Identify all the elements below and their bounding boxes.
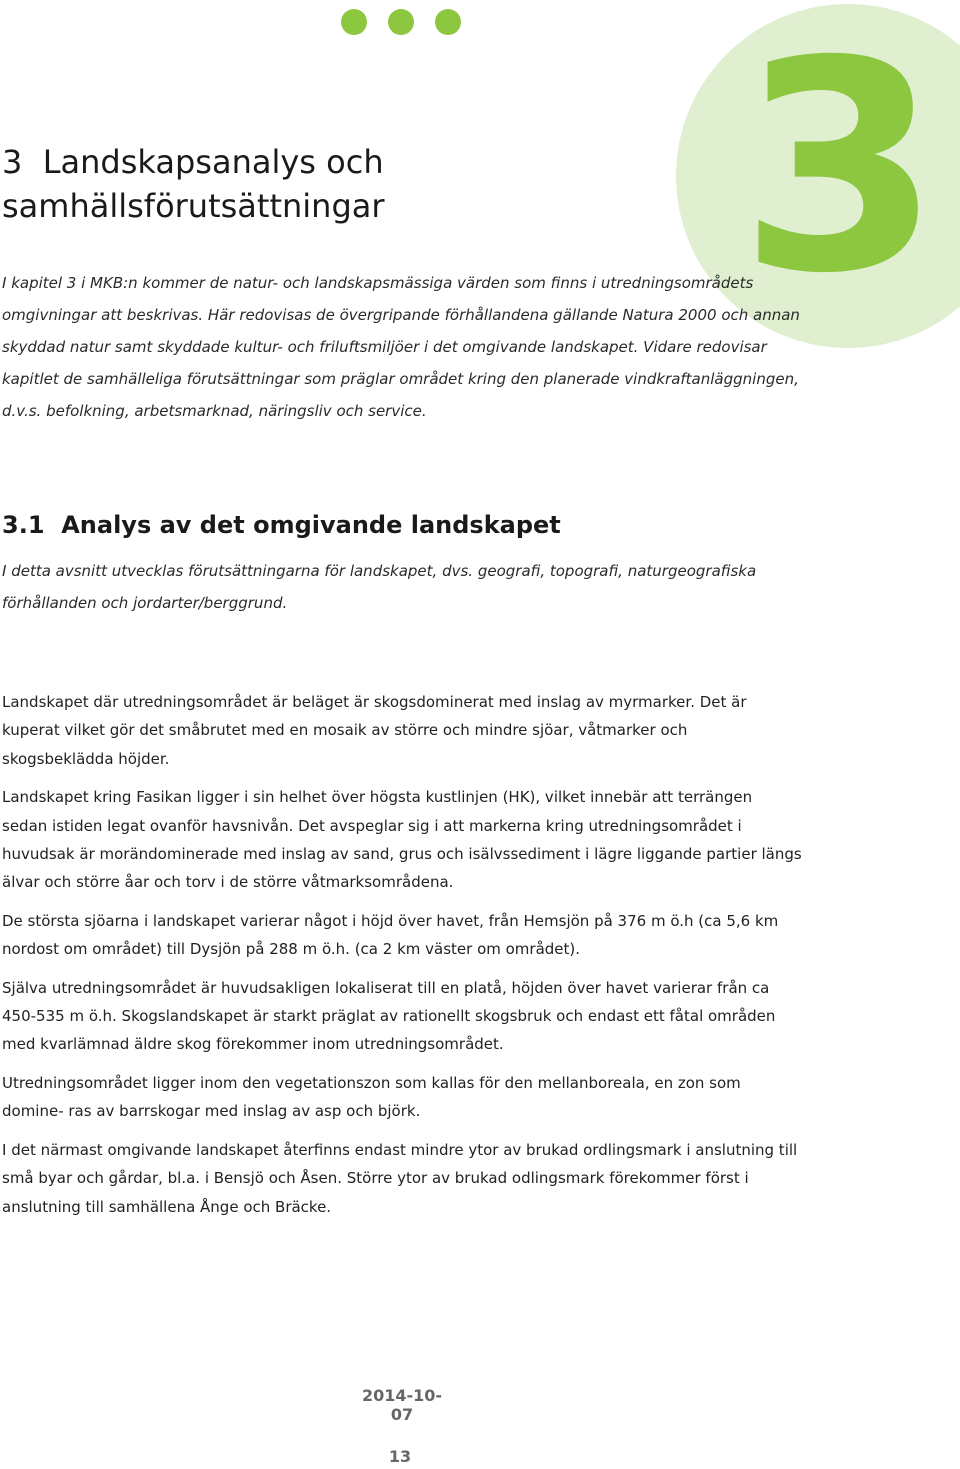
document-date: 2014-10-07 — [361, 1386, 443, 1424]
chapter-title-line-1: 3 Landskapsanalys och — [2, 143, 384, 181]
chapter-number-graphic: 3 — [739, 0, 935, 337]
chapter-title-line-2: samhällsförutsättningar — [2, 187, 385, 225]
decorative-dot-2 — [388, 9, 414, 35]
page-number: 13 — [388, 1447, 412, 1466]
body-paragraph-5: Utredningsområdet ligger inom den vegetationszon som kallas för den mellanboreala, en zon som domine- ras av barrskogar med inslag av asp och björk. — [2, 1073, 741, 1121]
chapter-intro: I kapitel 3 i MKB:n kommer de natur- och landskapsmässiga värden som finns i utredningsområdets omgivningar att beskrivas. Här redovisas de övergripande förhållandena gällande Natura 2000 och annan skyddad natur samt skyddade kultur- och friluftsmiljöer i det omgivande landskapet. Vidare redovisar kapitlet de samhälleliga förutsättningar som präglar området kring den planerade vindkraftanläggningen, d.v.s. befolkning, arbetsmarknad, näringsliv och service. — [2, 274, 800, 420]
body-paragraph-4: Själva utredningsområdet är huvudsakligen lokaliserat till en platå, höjden över havet varierar från ca 450-535 m ö.h. Skogslandskapet är starkt präglat av rationellt skogsbruk och endast ett fåtal områden med kvarlämnad äldre skog förekommer inom utredningsområdet. — [2, 978, 776, 1054]
decorative-dot-1 — [341, 9, 367, 35]
body-paragraph-6: I det närmast omgivande landskapet återfinns endast mindre ytor av brukad ordlingsmark i anslutning till små byar och gårdar, bl.a. i Bensjö och Åsen. Större ytor av brukad odlingsmark förekommer först i anslutning till samhällena Ånge och Bräcke. — [2, 1140, 798, 1216]
section-intro: I detta avsnitt utvecklas förutsättningarna för landskapet, dvs. geografi, topografi, naturgeografiska förhållanden och jordarter/berggrund. — [2, 562, 757, 612]
body-paragraph-3: De största sjöarna i landskapet varierar något i höjd över havet, från Hemsjön på 376 m ö.h (ca 5,6 km nordost om området) till Dysjön på 288 m ö.h. (ca 2 km väster om området). — [2, 911, 779, 959]
decorative-dot-3 — [435, 9, 461, 35]
chapter-title — [2, 140, 642, 228]
section-body — [2, 688, 802, 1231]
body-paragraph-2: Landskapet kring Fasikan ligger i sin helhet över högsta kustlinjen (HK), vilket innebär att terrängen sedan istiden legat ovanför havsnivån. Det avspeglar sig i att markerna kring utredningsområdet i huvudsak är morändominerade med inslag av sand, grus och isälvssediment i lägre liggande partier längs älvar och större åar och torv i de större våtmarksområdena. — [2, 788, 802, 892]
section-title: 3.1 Analys av det omgivande landskapet — [2, 511, 561, 539]
body-paragraph-1: Landskapet där utredningsområdet är beläget är skogsdominerat med inslag av myrmarker. Det är kuperat vilket gör det småbrutet med en mosaik av större och mindre sjöar, våtmarker och skogsbeklädda höjder. — [2, 693, 747, 768]
